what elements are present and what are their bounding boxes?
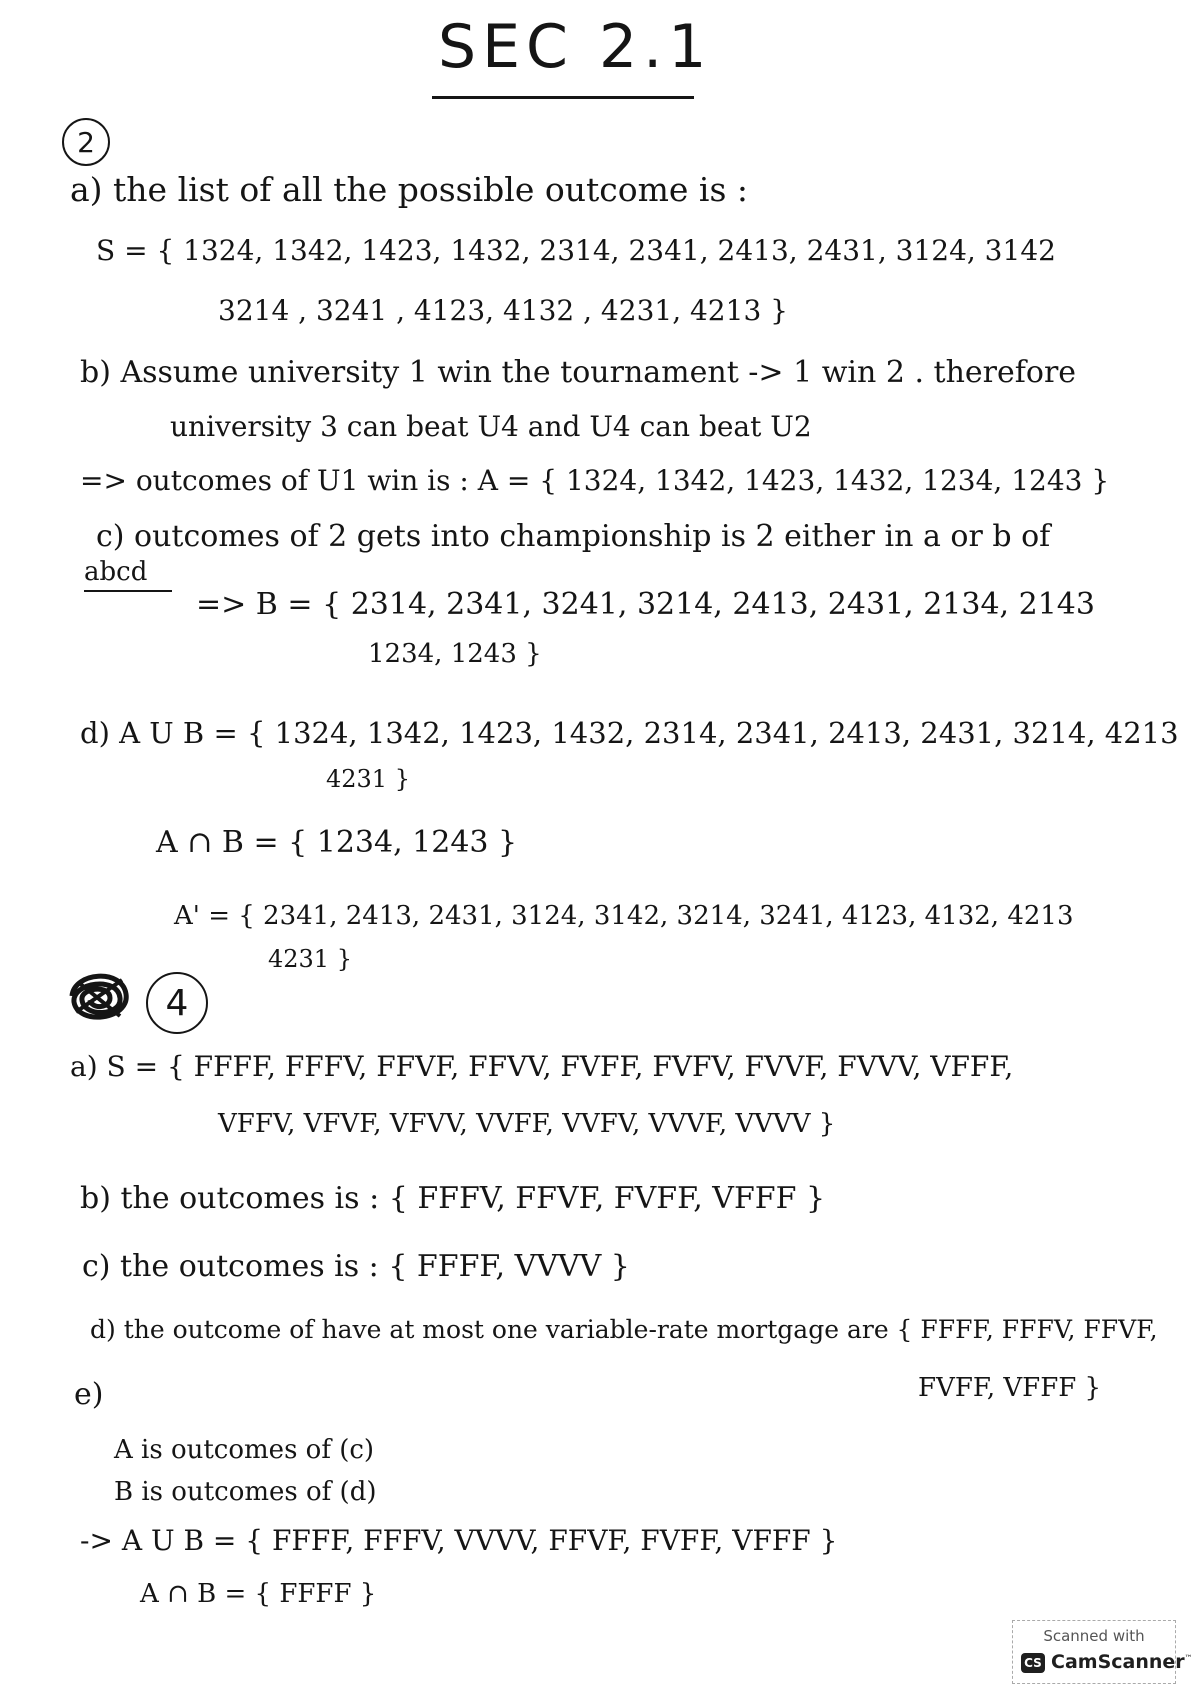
text-line: VFFV, VFVF, VFVV, VVFF, VVFV, VVVF, VVVV }: [218, 1109, 836, 1139]
problem-number: 4: [165, 982, 189, 1024]
badge-brand-name: CamScanner: [1051, 1651, 1185, 1673]
camscanner-badge: [1012, 1620, 1193, 1684]
text-line: university 3 can beat U4 and U4 can beat U2: [170, 410, 812, 443]
text-line: 4231 }: [326, 765, 410, 793]
problem-number: 2: [77, 125, 95, 159]
abcd-underline: [84, 590, 172, 592]
scribble-mark: [64, 966, 134, 1028]
text-line: A is outcomes of (c): [114, 1435, 375, 1465]
text-line: S = { 1324, 1342, 1423, 1432, 2314, 2341, 2413, 2431, 3124, 3142: [96, 234, 1056, 267]
text-line: => B = { 2314, 2341, 3241, 3214, 2413, 2431, 2134, 2143: [196, 587, 1095, 622]
text-line: a) S = { FFFF, FFFV, FFVF, FFVV, FVFF, FVFV, FVVF, FVVV, VFFF,: [70, 1050, 1014, 1083]
text-line: 1234, 1243 }: [368, 639, 542, 669]
text-line: 4231 }: [268, 945, 352, 973]
problem-number-circle: [62, 118, 110, 166]
text-line: B is outcomes of (d): [114, 1477, 377, 1507]
page-title: SEC 2.1: [438, 12, 713, 82]
camscanner-logo-icon: CS: [1021, 1653, 1045, 1673]
title-underline: [432, 96, 694, 99]
text-line: A ∩ B = { 1234, 1243 }: [156, 825, 518, 860]
text-line: e): [74, 1377, 104, 1412]
text-line: 3214 , 3241 , 4123, 4132 , 4231, 4213 }: [218, 294, 788, 327]
problem-number-circle: [146, 972, 208, 1034]
text-line: c) the outcomes is : { FFFF, VVVV }: [82, 1249, 630, 1284]
text-line: d) the outcome of have at most one variable-rate mortgage are { FFFF, FFFV, FFVF,: [90, 1315, 1158, 1344]
text-line: abcd: [84, 557, 148, 587]
text-line: a) the list of all the possible outcome is :: [70, 170, 748, 209]
text-line: c) outcomes of 2 gets into championship is 2 either in a or b of: [96, 519, 1051, 554]
text-line: A' = { 2341, 2413, 2431, 3124, 3142, 3214, 3241, 4123, 4132, 4213: [174, 901, 1074, 931]
text-line: FVFF, VFFF }: [918, 1373, 1102, 1403]
text-line: b) Assume university 1 win the tournament -> 1 win 2 . therefore: [80, 355, 1077, 390]
badge-brand: CamScanner™: [1051, 1651, 1193, 1673]
text-line: => outcomes of U1 win is : A = { 1324, 1342, 1423, 1432, 1234, 1243 }: [80, 464, 1110, 497]
text-line: b) the outcomes is : { FFFV, FFVF, FVFF, VFFF }: [80, 1181, 826, 1216]
text-line: A ∩ B = { FFFF }: [140, 1579, 377, 1609]
badge-caption: Scanned with: [1043, 1627, 1145, 1645]
text-line: d) A U B = { 1324, 1342, 1423, 1432, 2314, 2341, 2413, 2431, 3214, 4213: [80, 716, 1179, 750]
text-line: -> A U B = { FFFF, FFFV, VVVV, FFVF, FVFF, VFFF }: [80, 1524, 838, 1557]
